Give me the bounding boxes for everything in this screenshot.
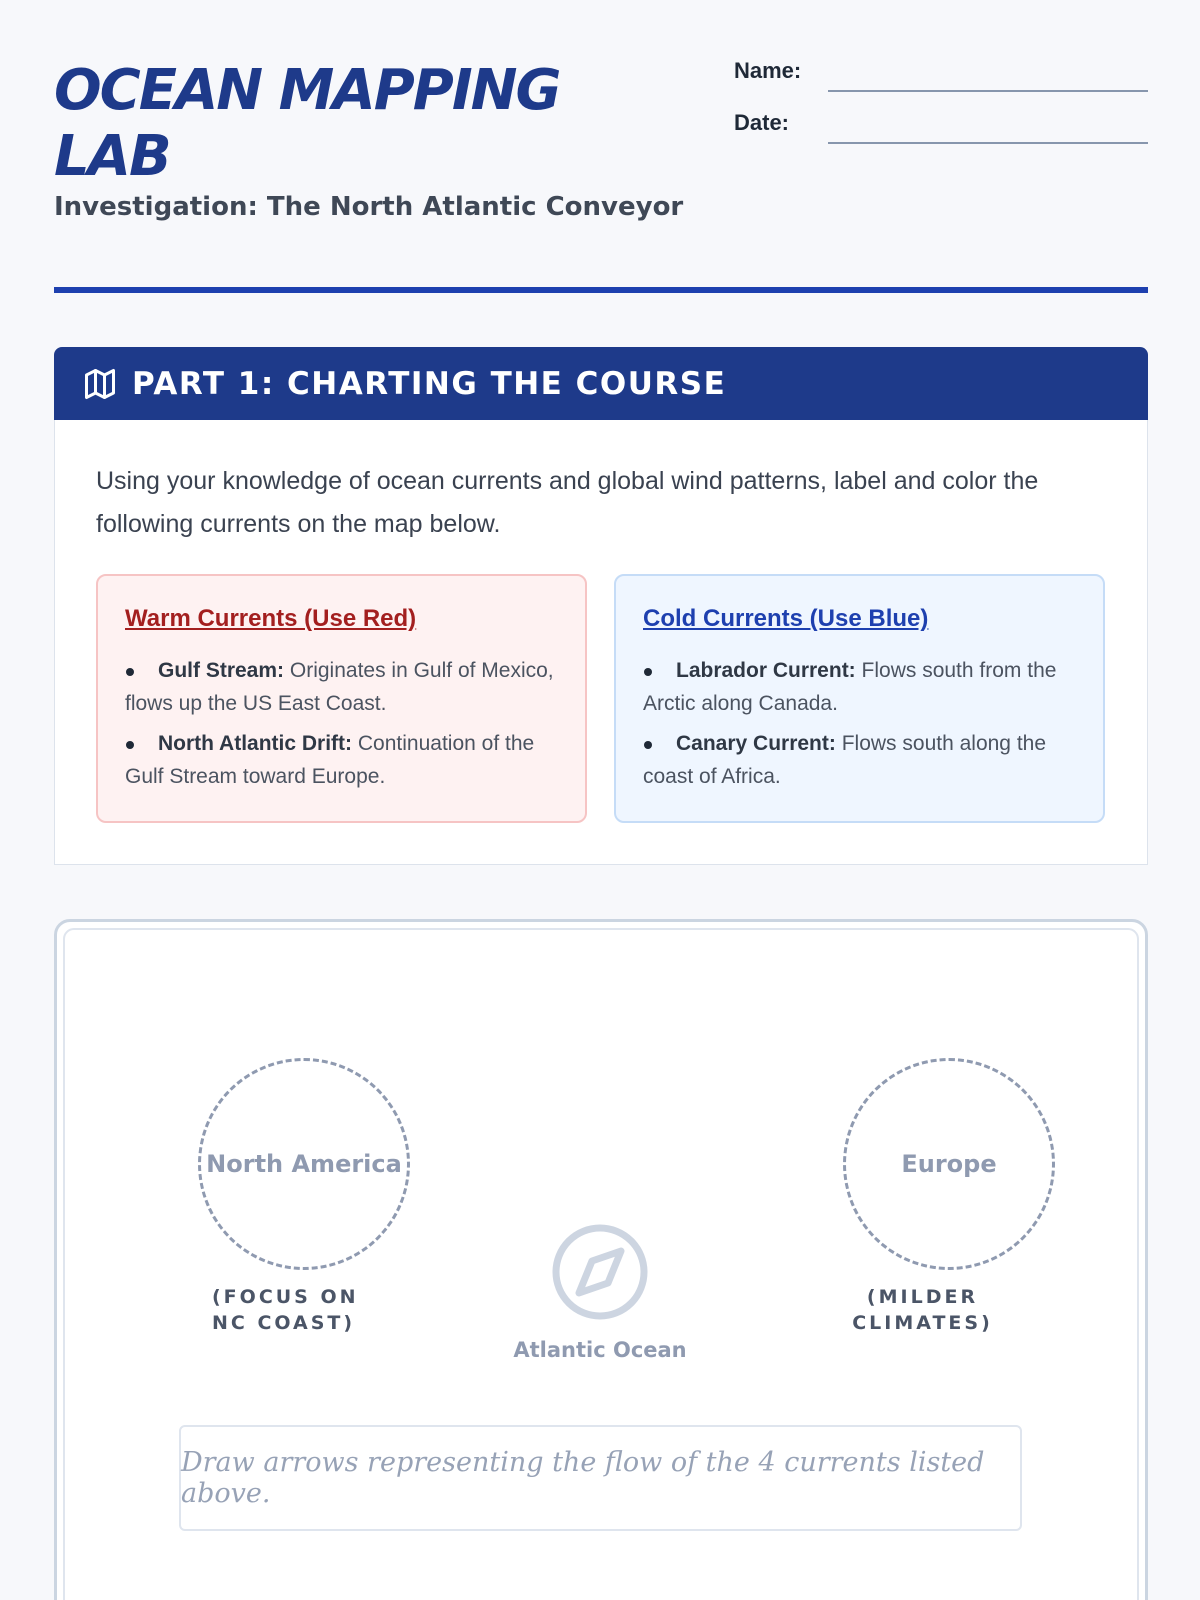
warm-currents-list: [125, 654, 558, 793]
cold-currents-list: [643, 654, 1076, 793]
cold-currents-card: [614, 574, 1105, 823]
current-description: Flows south from the Arctic along Canada.: [643, 659, 1057, 715]
current-description: Originates in Gulf of Mexico, flows up the US East Coast.: [125, 659, 554, 715]
date-row: [734, 110, 1148, 162]
current-name: Labrador Current:: [676, 659, 856, 682]
europe-placeholder: Europe: [843, 1058, 1055, 1270]
part1-instructions: Using your knowledge of ocean currents and global wind patterns, label and color the following currents on the map below.: [96, 467, 1039, 538]
list-item: [125, 727, 558, 793]
worksheet-title: OCEAN MAPPING LAB: [54, 58, 560, 189]
student-info: [734, 58, 1148, 162]
current-name: Gulf Stream:: [158, 659, 285, 682]
name-row: [734, 58, 1148, 110]
north-america-placeholder: North America: [198, 1058, 410, 1270]
part1-header: [54, 347, 1148, 420]
warm-currents-card: [96, 574, 587, 823]
list-item: [125, 654, 558, 720]
header-divider: [54, 287, 1148, 293]
list-item: [643, 654, 1076, 720]
current-description: Continuation of the Gulf Stream toward Europe.: [125, 732, 535, 788]
north-america-note: (FOCUS ON NC COAST): [212, 1286, 359, 1334]
europe-note: (MILDER CLIMATES): [852, 1286, 993, 1334]
map-icon: [82, 366, 118, 402]
name-field[interactable]: [828, 90, 1148, 92]
map-instruction-box: [179, 1425, 1022, 1531]
cold-currents-title: Cold Currents (Use Blue): [643, 605, 929, 632]
current-description: Flows south along the coast of Africa.: [643, 732, 1047, 788]
atlantic-ocean-label: Atlantic Ocean: [513, 1338, 687, 1362]
worksheet-subtitle: Investigation: The North Atlantic Conveyor: [54, 192, 684, 222]
name-label: Name:: [734, 58, 802, 83]
compass-icon: [550, 1222, 650, 1322]
part1-body: [54, 420, 1148, 865]
list-item: [643, 727, 1076, 793]
part1-title: PART 1: CHARTING THE COURSE: [132, 365, 727, 402]
warm-currents-title: Warm Currents (Use Red): [125, 605, 417, 632]
map-instruction: Draw arrows representing the flow of the 4 currents listed above.: [181, 1447, 985, 1509]
current-name: North Atlantic Drift:: [158, 732, 353, 755]
date-field[interactable]: [828, 142, 1148, 144]
date-label: Date:: [734, 110, 790, 135]
current-name: Canary Current:: [676, 732, 836, 755]
